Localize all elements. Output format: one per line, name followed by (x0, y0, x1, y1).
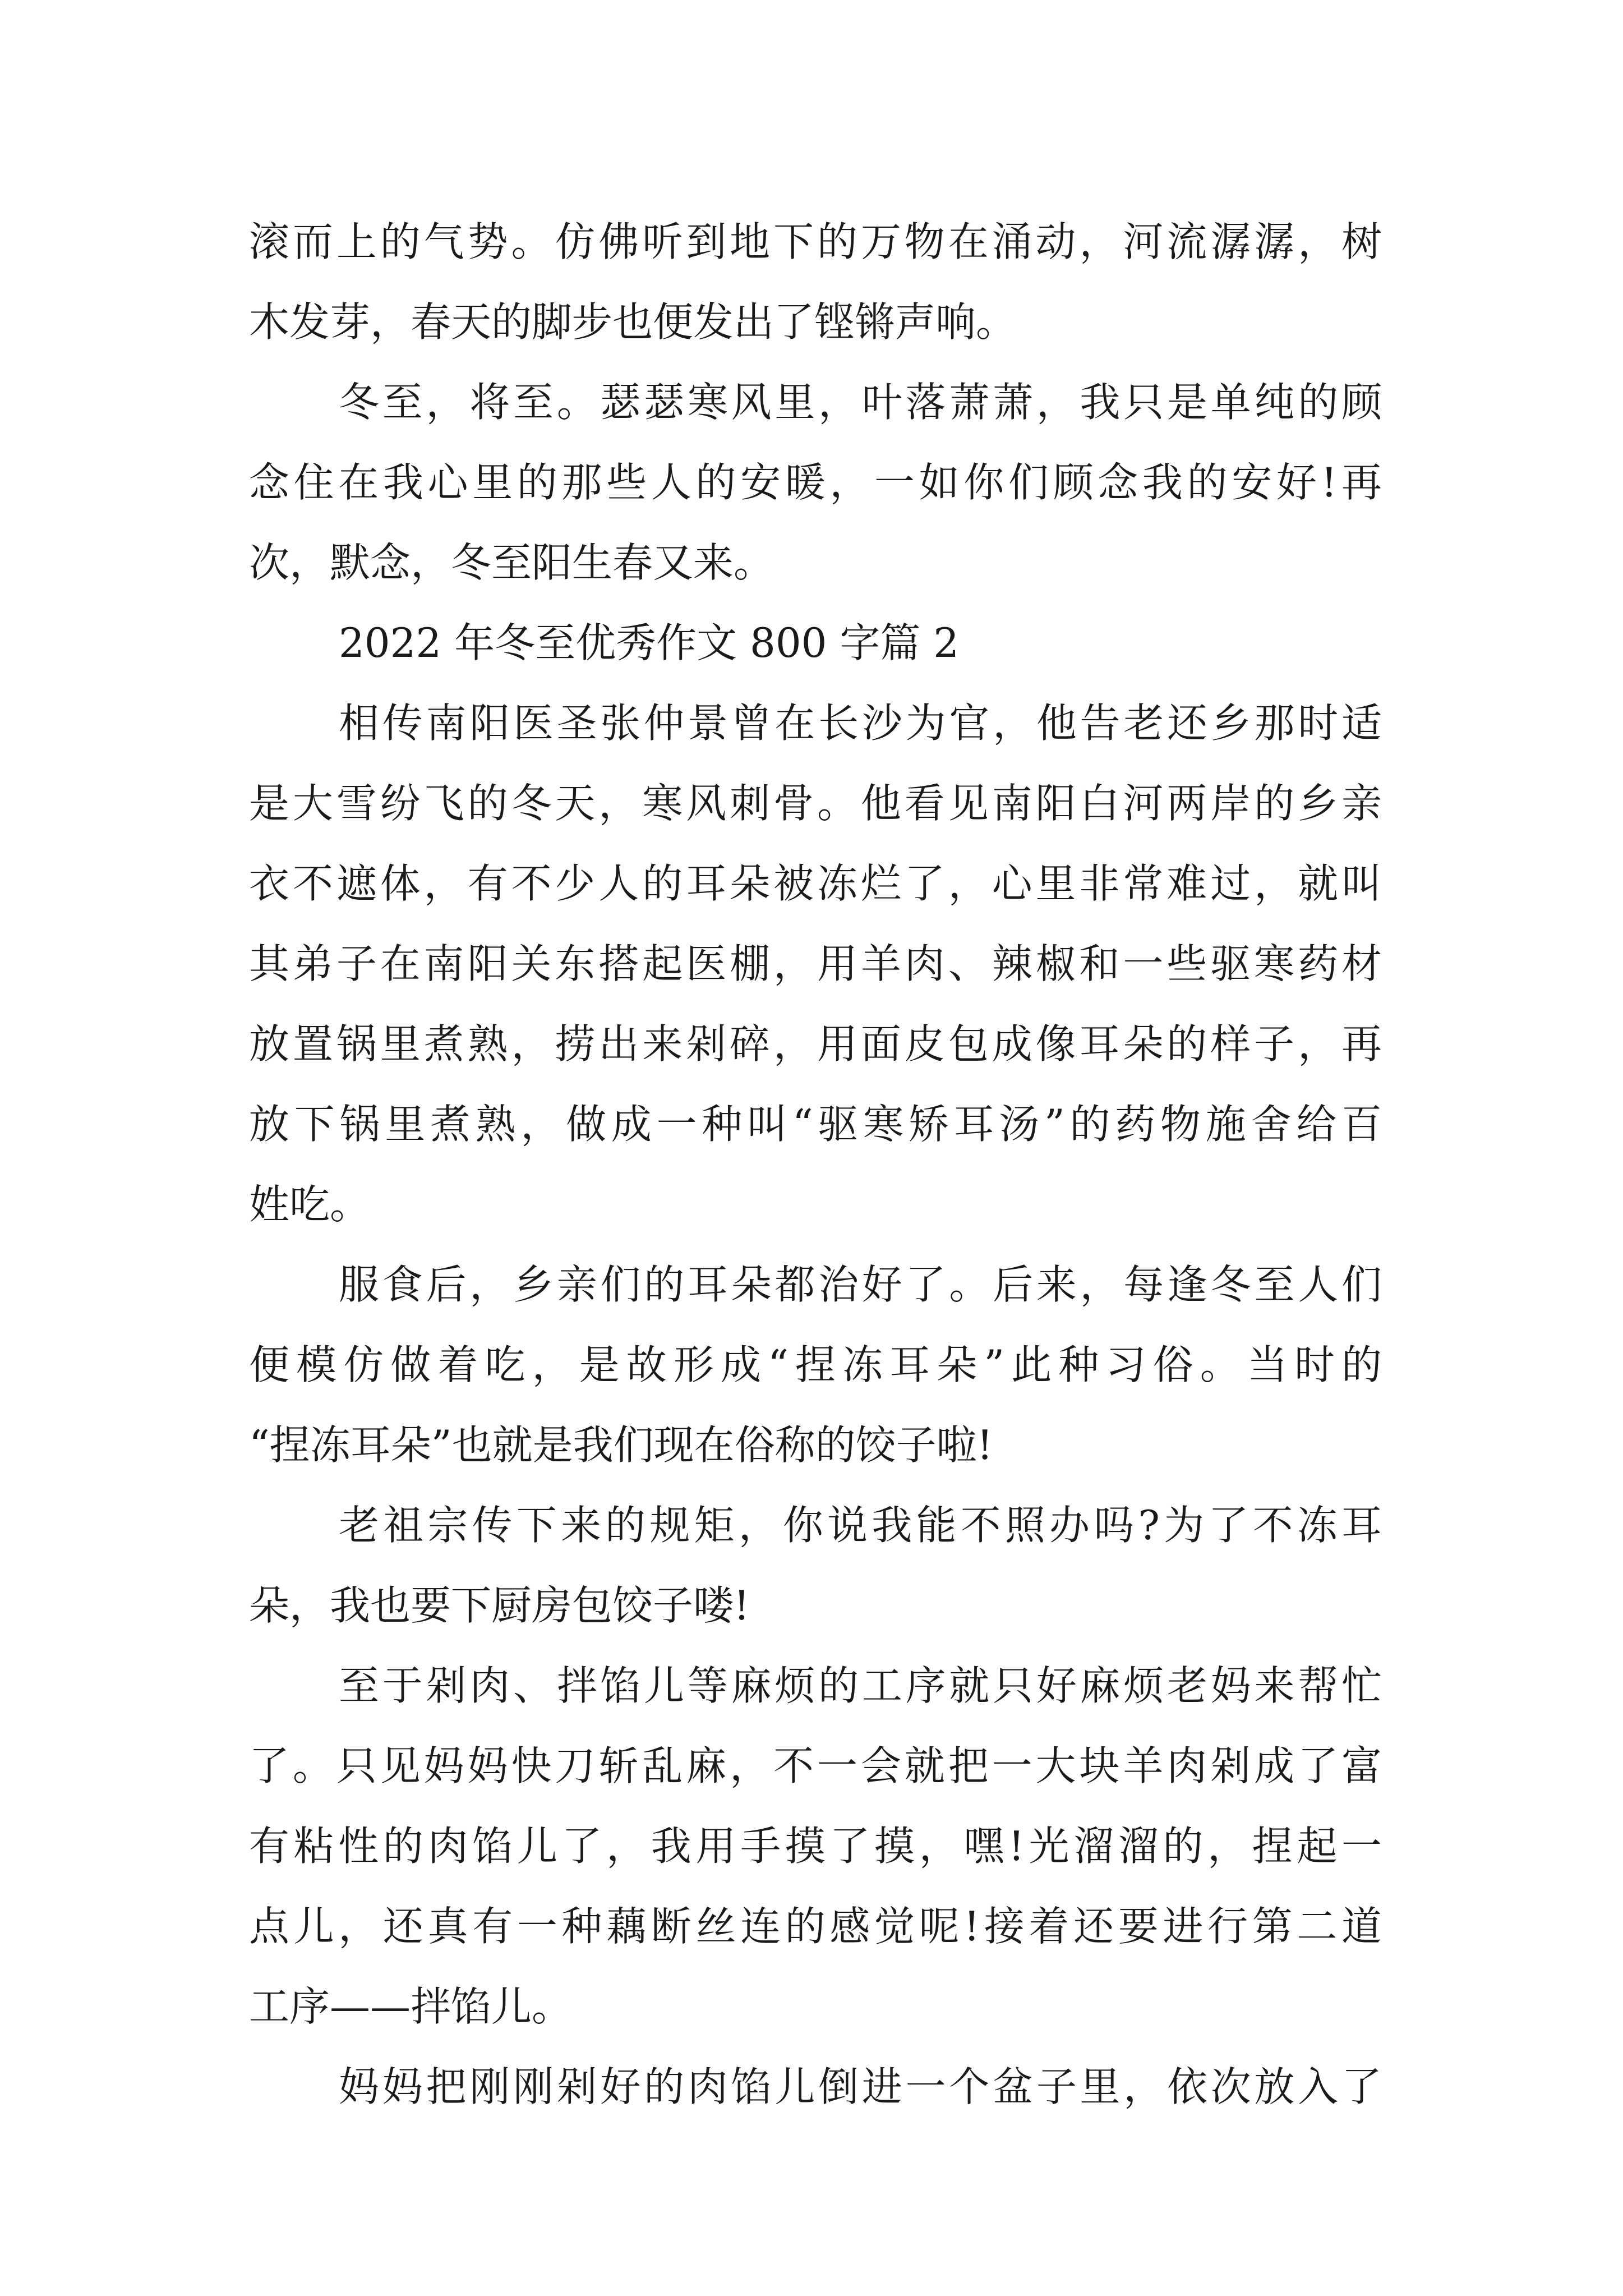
text-line: 至于剁肉、拌馅儿等麻烦的工序就只好麻烦老妈来帮忙 (339, 1662, 1382, 1709)
text-line: 有粘性的肉馅儿了，我用手摸了摸，嘿!光溜溜的，捏起一 (249, 1823, 1382, 1870)
text-line: 次，默念，冬至阳生春又来。 (249, 539, 774, 586)
text-line: 姓吃。 (249, 1181, 371, 1228)
text-line: 老祖宗传下来的规矩，你说我能不照办吗?为了不冻耳 (339, 1502, 1382, 1549)
text-line: 其弟子在南阳关东搭起医棚，用羊肉、辣椒和一些驱寒药材 (249, 940, 1382, 987)
text-line: 放置锅里煮熟，捞出来剁碎，用面皮包成像耳朵的样子，再 (249, 1020, 1382, 1068)
section-heading: 2022 年冬至优秀作文 800 字篇 2 (339, 619, 960, 666)
text-line: 念住在我心里的那些人的安暖，一如你们顾念我的安好!再 (249, 459, 1382, 506)
text-line: 工序——拌馅儿。 (249, 1983, 573, 2030)
document-body (249, 202, 1382, 2127)
text-line: 朵，我也要下厨房包饺子喽! (249, 1582, 750, 1629)
text-line: 相传南阳医圣张仲景曾在长沙为官，他告老还乡那时适 (339, 700, 1382, 747)
text-line: 滚而上的气势。仿佛听到地下的万物在涌动，河流潺潺，树 (249, 218, 1382, 265)
text-line: 服食后，乡亲们的耳朵都治好了。后来，每逢冬至人们 (339, 1261, 1382, 1308)
text-line: 妈妈把刚刚剁好的肉馅儿倒进一个盆子里，依次放入了 (339, 2063, 1382, 2110)
text-line: 便模仿做着吃，是故形成“捏冻耳朵”此种习俗。当时的 (249, 1341, 1382, 1388)
text-line: “捏冻耳朵”也就是我们现在俗称的饺子啦! (249, 1421, 993, 1469)
text-line: 衣不遮体，有不少人的耳朵被冻烂了，心里非常难过，就叫 (249, 860, 1382, 907)
text-line: 冬至，将至。瑟瑟寒风里，叶落萧萧，我只是单纯的顾 (339, 379, 1382, 426)
text-line: 放下锅里煮熟，做成一种叫“驱寒矫耳汤”的药物施舍给百 (249, 1101, 1382, 1148)
text-line: 点儿，还真有一种藕断丝连的感觉呢!接着还要进行第二道 (249, 1903, 1382, 1950)
text-line: 了。只见妈妈快刀斩乱麻，不一会就把一大块羊肉剁成了富 (249, 1742, 1382, 1789)
text-line: 是大雪纷飞的冬天，寒风刺骨。他看见南阳白河两岸的乡亲 (249, 780, 1382, 827)
text-line: 木发芽，春天的脚步也便发出了铿锵声响。 (249, 298, 1017, 346)
